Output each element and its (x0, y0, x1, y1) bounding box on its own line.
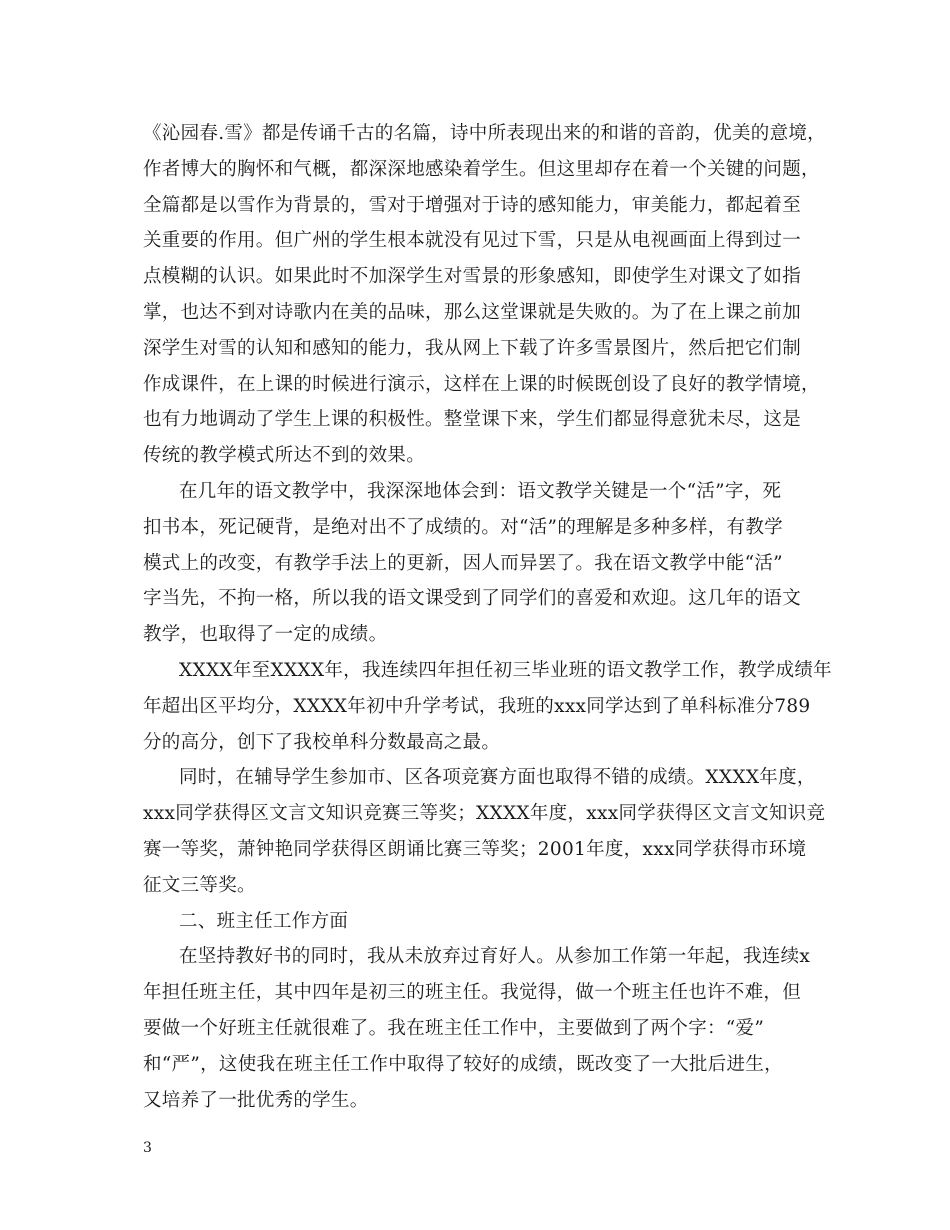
text-line: 点模糊的认识。如果此时不加深学生对雪景的形象感知，即使学生对课文了如指 (143, 266, 802, 288)
text-line: 分的高分，创下了我校单科分数最高之最。 (143, 731, 501, 753)
text-line: 又培养了一批优秀的学生。 (143, 1089, 369, 1111)
text-line: 教学，也取得了一定的成绩。 (143, 624, 388, 646)
text-line: 年担任班主任，其中四年是初三的班主任。我觉得，做一个班主任也许不难，但 (143, 982, 802, 1004)
text-line: 在坚持教好书的同时，我从未放弃过育好人。从参加工作第一年起，我连续x (179, 946, 811, 968)
text-line: 要做一个好班主任就很难了。我在班主任工作中，主要做到了两个字：“爱” (143, 1017, 765, 1039)
text-line: 同时，在辅导学生参加市、区各项竞赛方面也取得不错的成绩。XXXX年度， (179, 767, 816, 789)
text-line: 作者博大的胸怀和气概，都深深地感染着学生。但这里却存在着一个关键的问题， (143, 158, 820, 180)
text-line: 赛一等奖，萧钟艳同学获得区朗诵比赛三等奖；2001年度，xxx同学获得市环境 (143, 838, 807, 860)
page-number: 3 (143, 1140, 152, 1156)
text-line: 和“严”，这使我在班主任工作中取得了较好的成绩，既改变了一大批后进生， (143, 1053, 783, 1075)
text-line: 深学生对雪的认知和感知的能力，我从网上下载了许多雪景图片，然后把它们制 (143, 337, 802, 359)
text-line: 年超出区平均分，XXXX年初中升学考试，我班的xxx同学达到了单科标准分789 (143, 695, 811, 717)
text-line: 也有力地调动了学生上课的积极性。整堂课下来，学生们都显得意犹未尽，这是 (143, 409, 802, 431)
text-line: 掌，也达不到对诗歌内在美的品味，那么这堂课就是失败的。为了在上课之前加 (143, 301, 802, 323)
text-line: XXXX年至XXXX年，我连续四年担任初三毕业班的语文教学工作，教学成绩年 (179, 659, 832, 681)
text-line: 字当先，不拘一格，所以我的语文课受到了同学们的喜爱和欢迎。这几年的语文 (143, 588, 802, 610)
text-line: xxx同学获得区文言文知识竞赛三等奖；XXXX年度，xxx同学获得区文言文知识竞 (143, 803, 826, 825)
text-line: 征文三等奖。 (143, 874, 256, 896)
text-line: 作成课件，在上课的时候进行演示，这样在上课的时候既创设了良好的教学情境， (143, 373, 820, 395)
text-line: 模式上的改变，有教学手法上的更新，因人而异罢了。我在语文教学中能“活” (143, 552, 783, 574)
text-line: 关重要的作用。但广州的学生根本就没有见过下雪，只是从电视画面上得到过一 (143, 230, 802, 252)
text-line: 全篇都是以雪作为背景的，雪对于增强对于诗的感知能力，审美能力，都起着至 (143, 194, 802, 216)
body-text (143, 116, 832, 1118)
text-line: 在几年的语文教学中，我深深地体会到：语文教学关键是一个“活”字，死 (179, 480, 782, 502)
text-line: 传统的教学模式所达不到的效果。 (143, 445, 426, 467)
text-line: 《沁园春.雪》都是传诵千古的名篇，诗中所表现出来的和谐的音韵，优美的意境， (143, 123, 826, 144)
text-line: 扣书本，死记硬背，是绝对出不了成绩的。对“活”的理解是多种多样，有教学 (143, 516, 783, 538)
section-heading: 二、班主任工作方面 (179, 910, 349, 932)
